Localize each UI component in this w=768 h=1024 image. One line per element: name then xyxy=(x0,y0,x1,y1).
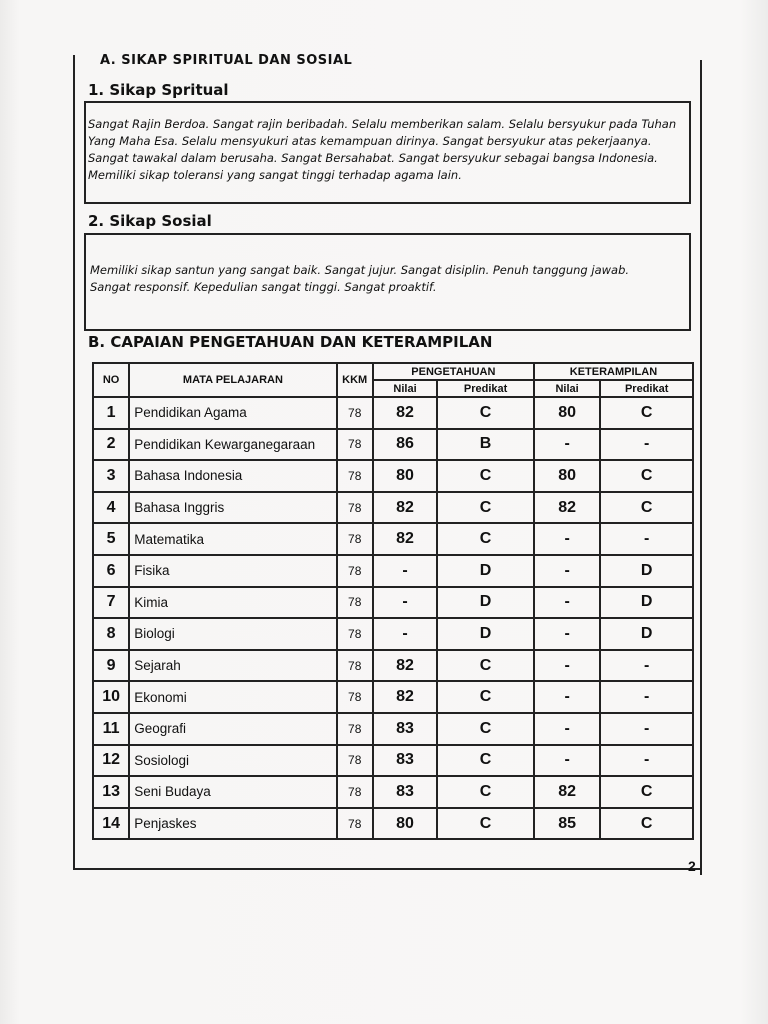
skills-score: 80 xyxy=(534,460,600,492)
row-number: 9 xyxy=(93,650,129,682)
social-box xyxy=(84,233,691,331)
subject-name: Sejarah xyxy=(129,650,336,682)
kkm-value: 78 xyxy=(337,587,373,619)
knowledge-predicate: B xyxy=(437,429,534,461)
knowledge-predicate: D xyxy=(437,555,534,587)
skills-score: 82 xyxy=(534,776,600,808)
table-row xyxy=(93,460,693,492)
skills-predicate: - xyxy=(600,650,693,682)
subject-name: Pendidikan Kewarganegaraan xyxy=(129,429,336,461)
header-knowledge-score: Nilai xyxy=(373,380,437,397)
subject-name: Bahasa Inggris xyxy=(129,492,336,524)
skills-score: 80 xyxy=(534,397,600,429)
knowledge-predicate: C xyxy=(437,776,534,808)
row-number: 8 xyxy=(93,618,129,650)
skills-predicate: D xyxy=(600,587,693,619)
social-heading: 2. Sikap Sosial xyxy=(88,212,212,230)
header-subject: MATA PELAJARAN xyxy=(129,363,336,397)
knowledge-predicate: C xyxy=(437,523,534,555)
skills-score: - xyxy=(534,523,600,555)
row-number: 12 xyxy=(93,745,129,777)
knowledge-score: 80 xyxy=(373,460,437,492)
kkm-value: 78 xyxy=(337,713,373,745)
skills-score: - xyxy=(534,713,600,745)
header-kkm: KKM xyxy=(337,363,373,397)
knowledge-predicate: C xyxy=(437,713,534,745)
skills-score: - xyxy=(534,587,600,619)
knowledge-score: 83 xyxy=(373,713,437,745)
kkm-value: 78 xyxy=(337,776,373,808)
spiritual-line: Sangat tawakal dalam berusaha. Sangat Bersahabat. Sangat bersyukur sebagai bangsa Indonesia. xyxy=(88,151,658,165)
skills-score: - xyxy=(534,650,600,682)
skills-predicate: - xyxy=(600,745,693,777)
subject-name: Seni Budaya xyxy=(129,776,336,808)
knowledge-predicate: C xyxy=(437,650,534,682)
kkm-value: 78 xyxy=(337,555,373,587)
section-a-title: A. SIKAP SPIRITUAL DAN SOSIAL xyxy=(100,53,353,64)
knowledge-score: 82 xyxy=(373,681,437,713)
grades-table-body xyxy=(93,397,693,839)
skills-score: - xyxy=(534,429,600,461)
kkm-value: 78 xyxy=(337,745,373,777)
row-number: 11 xyxy=(93,713,129,745)
subject-name: Fisika xyxy=(129,555,336,587)
knowledge-score: 82 xyxy=(373,650,437,682)
knowledge-score: - xyxy=(373,587,437,619)
table-row xyxy=(93,587,693,619)
header-skills: KETERAMPILAN xyxy=(534,363,693,380)
subject-name: Geografi xyxy=(129,713,336,745)
knowledge-predicate: C xyxy=(437,460,534,492)
knowledge-score: 80 xyxy=(373,808,437,840)
header-skills-score: Nilai xyxy=(534,380,600,397)
knowledge-predicate: D xyxy=(437,618,534,650)
skills-predicate: C xyxy=(600,776,693,808)
skills-predicate: C xyxy=(600,808,693,840)
page-frame-right xyxy=(700,60,702,875)
kkm-value: 78 xyxy=(337,523,373,555)
knowledge-score: 83 xyxy=(373,745,437,777)
skills-predicate: - xyxy=(600,713,693,745)
social-line: Sangat responsif. Kepedulian sangat tinggi. Sangat proaktif. xyxy=(90,280,437,294)
spiritual-heading: 1. Sikap Spritual xyxy=(88,81,229,99)
knowledge-score: - xyxy=(373,618,437,650)
subject-name: Sosiologi xyxy=(129,745,336,777)
knowledge-predicate: C xyxy=(437,397,534,429)
kkm-value: 78 xyxy=(337,681,373,713)
subject-name: Ekonomi xyxy=(129,681,336,713)
kkm-value: 78 xyxy=(337,808,373,840)
subject-name: Bahasa Indonesia xyxy=(129,460,336,492)
kkm-value: 78 xyxy=(337,397,373,429)
knowledge-score: 82 xyxy=(373,523,437,555)
skills-score: 85 xyxy=(534,808,600,840)
knowledge-predicate: C xyxy=(437,745,534,777)
knowledge-score: 86 xyxy=(373,429,437,461)
skills-predicate: - xyxy=(600,523,693,555)
social-line: Memiliki sikap santun yang sangat baik. Sangat jujur. Sangat disiplin. Penuh tanggung jawab. xyxy=(90,263,630,277)
spiritual-line: Memiliki sikap toleransi yang sangat tinggi terhadap agama lain. xyxy=(88,168,462,182)
grades-table xyxy=(92,362,694,840)
row-number: 7 xyxy=(93,587,129,619)
knowledge-predicate: C xyxy=(437,681,534,713)
kkm-value: 78 xyxy=(337,618,373,650)
subject-name: Penjaskes xyxy=(129,808,336,840)
spiritual-box xyxy=(84,101,691,204)
table-row xyxy=(93,808,693,840)
skills-score: 82 xyxy=(534,492,600,524)
row-number: 14 xyxy=(93,808,129,840)
row-number: 13 xyxy=(93,776,129,808)
kkm-value: 78 xyxy=(337,429,373,461)
subject-name: Matematika xyxy=(129,523,336,555)
skills-score: - xyxy=(534,618,600,650)
subject-name: Biologi xyxy=(129,618,336,650)
table-row xyxy=(93,776,693,808)
knowledge-score: 82 xyxy=(373,492,437,524)
table-row xyxy=(93,555,693,587)
achievement-heading: B. CAPAIAN PENGETAHUAN DAN KETERAMPILAN xyxy=(88,333,493,351)
row-number: 5 xyxy=(93,523,129,555)
row-number: 2 xyxy=(93,429,129,461)
knowledge-score: - xyxy=(373,555,437,587)
kkm-value: 78 xyxy=(337,650,373,682)
knowledge-predicate: D xyxy=(437,587,534,619)
skills-predicate: C xyxy=(600,397,693,429)
row-number: 10 xyxy=(93,681,129,713)
table-row xyxy=(93,397,693,429)
row-number: 4 xyxy=(93,492,129,524)
skills-score: - xyxy=(534,681,600,713)
subject-name: Kimia xyxy=(129,587,336,619)
knowledge-score: 82 xyxy=(373,397,437,429)
skills-predicate: D xyxy=(600,618,693,650)
row-number: 6 xyxy=(93,555,129,587)
page-number: 2 xyxy=(688,858,696,874)
skills-score: - xyxy=(534,555,600,587)
header-knowledge: PENGETAHUAN xyxy=(373,363,534,380)
table-row xyxy=(93,681,693,713)
skills-predicate: - xyxy=(600,681,693,713)
knowledge-score: 83 xyxy=(373,776,437,808)
spiritual-line: Sangat Rajin Berdoa. Sangat rajin beribadah. Selalu memberikan salam. Selalu bersyukur pada Tuhan xyxy=(88,117,677,131)
table-row xyxy=(93,745,693,777)
subject-name: Pendidikan Agama xyxy=(129,397,336,429)
knowledge-predicate: C xyxy=(437,492,534,524)
table-row xyxy=(93,492,693,524)
skills-score: - xyxy=(534,745,600,777)
knowledge-predicate: C xyxy=(437,808,534,840)
skills-predicate: - xyxy=(600,429,693,461)
skills-predicate: C xyxy=(600,460,693,492)
row-number: 1 xyxy=(93,397,129,429)
table-row xyxy=(93,713,693,745)
table-row xyxy=(93,523,693,555)
table-row xyxy=(93,429,693,461)
skills-predicate: D xyxy=(600,555,693,587)
table-row xyxy=(93,618,693,650)
row-number: 3 xyxy=(93,460,129,492)
kkm-value: 78 xyxy=(337,460,373,492)
skills-predicate: C xyxy=(600,492,693,524)
kkm-value: 78 xyxy=(337,492,373,524)
header-skills-predicate: Predikat xyxy=(600,380,693,397)
spiritual-line: Yang Maha Esa. Selalu mensyukuri atas kemampuan dirinya. Sangat bersyukur atas pekerjaanya. xyxy=(88,134,652,148)
page-frame-left xyxy=(73,55,75,870)
table-row xyxy=(93,650,693,682)
header-knowledge-predicate: Predikat xyxy=(437,380,534,397)
header-no: NO xyxy=(93,363,129,397)
page-frame-bottom xyxy=(73,868,702,870)
